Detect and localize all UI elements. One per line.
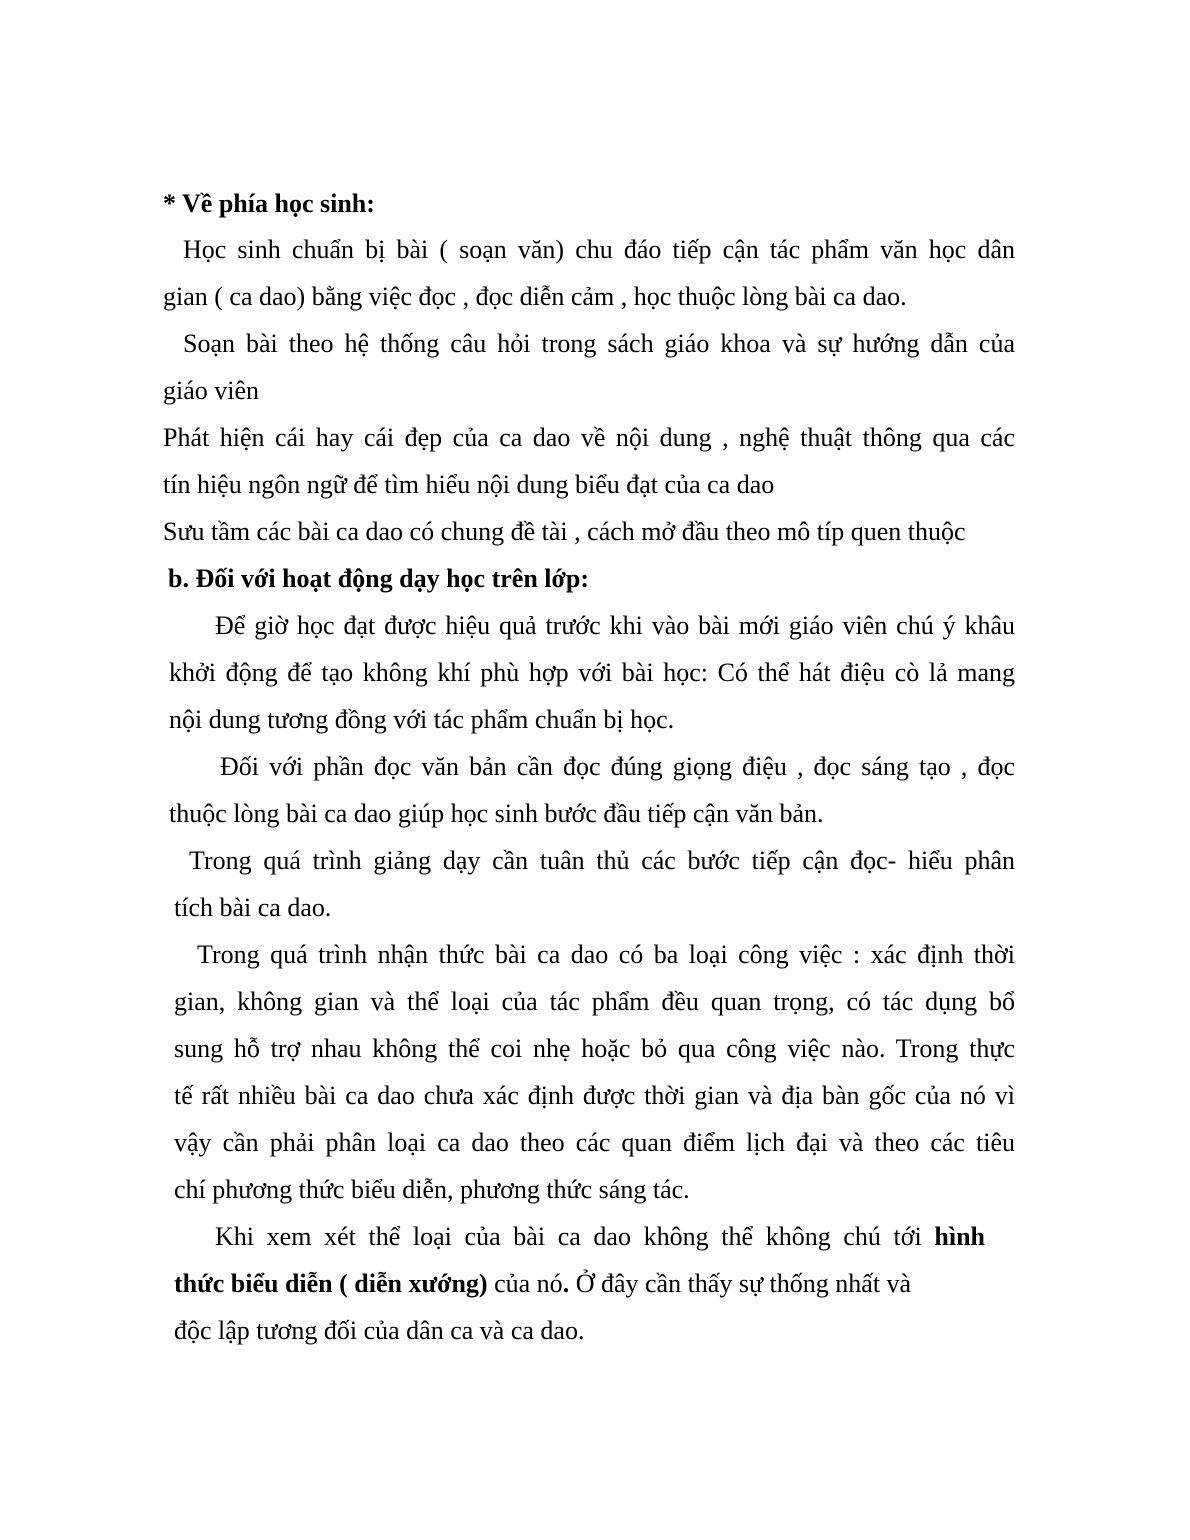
- class-p3-line2: tích bài ca dao.: [174, 893, 332, 922]
- class-p4-line6: chí phương thức biểu diễn, phương thức sáng tác.: [174, 1175, 690, 1204]
- student-p2-line2: giáo viên: [163, 376, 260, 405]
- student-p4-line1: Sưu tầm các bài ca dao có chung đề tài , cách mở đầu theo mô típ quen thuộc: [163, 517, 966, 546]
- class-p5-line1: [215, 1220, 985, 1254]
- class-p4-line2: gian, không gian và thể loại của tác phẩm đều quan trọng, có tác dụng bổ: [174, 987, 1015, 1016]
- class-p5-line2-bold: thức biểu diễn ( diễn xướng): [174, 1269, 488, 1298]
- class-p1-line1: Để giờ học đạt được hiệu quả trước khi vào bài mới giáo viên chú ý khâu: [215, 611, 1015, 640]
- class-p4-line4: tế rất nhiều bài ca dao chưa xác định được thời gian và địa bàn gốc của nó vì: [174, 1081, 1015, 1110]
- class-p4-line3: sung hỗ trợ nhau không thể coi nhẹ hoặc bỏ qua công việc nào. Trong thực: [174, 1034, 1015, 1063]
- class-p5-line1-bold: hình: [934, 1222, 985, 1251]
- class-p4-line1: Trong quá trình nhận thức bài ca dao có ba loại công việc : xác định thời: [197, 940, 1015, 969]
- class-heading: b. Đối với hoạt động dạy học trên lớp:: [168, 564, 590, 593]
- class-p5-line2: [174, 1267, 911, 1301]
- class-p1-line3: nội dung tương đồng với tác phẩm chuẩn bị học.: [169, 705, 675, 734]
- class-p5-line2-rest: Ở đây cần thấy sự thống nhất và: [575, 1269, 912, 1298]
- class-p5-line2-text: của nó: [494, 1269, 563, 1298]
- class-p5-line2-period: .: [562, 1269, 570, 1298]
- student-p3-line1: Phát hiện cái hay cái đẹp của ca dao về nội dung , nghệ thuật thông qua các: [163, 423, 1015, 452]
- class-p5-line3: độc lập tương đối của dân ca và ca dao.: [174, 1316, 585, 1345]
- class-p3-line1: Trong quá trình giảng dạy cần tuân thủ các bước tiếp cận đọc- hiểu phân: [189, 846, 1015, 875]
- class-p4-line5: vậy cần phải phân loại ca dao theo các quan điểm lịch đại và theo các tiêu: [174, 1128, 1015, 1157]
- student-p2-line1: Soạn bài theo hệ thống câu hỏi trong sách giáo khoa và sự hướng dẫn của: [183, 329, 1015, 358]
- class-p2-line1: Đối với phần đọc văn bản cần đọc đúng giọng điệu , đọc sáng tạo , đọc: [220, 752, 1015, 781]
- student-p3-line2: tín hiệu ngôn ngữ để tìm hiểu nội dung biểu đạt của ca dao: [163, 470, 775, 499]
- student-p1-line1: Học sinh chuẩn bị bài ( soạn văn) chu đáo tiếp cận tác phẩm văn học dân: [183, 235, 1015, 264]
- student-p1-line2: gian ( ca dao) bằng việc đọc , đọc diễn cảm , học thuộc lòng bài ca dao.: [163, 282, 907, 311]
- class-p2-line2: thuộc lòng bài ca dao giúp học sinh bước đầu tiếp cận văn bản.: [169, 799, 824, 828]
- student-heading: * Về phía học sinh:: [163, 189, 375, 218]
- class-p1-line2: khởi động để tạo không khí phù hợp với bài học: Có thể hát điệu cò lả mang: [169, 658, 1015, 687]
- class-p5-line1-text: Khi xem xét thể loại của bài ca dao không thể không chú tới: [215, 1222, 922, 1251]
